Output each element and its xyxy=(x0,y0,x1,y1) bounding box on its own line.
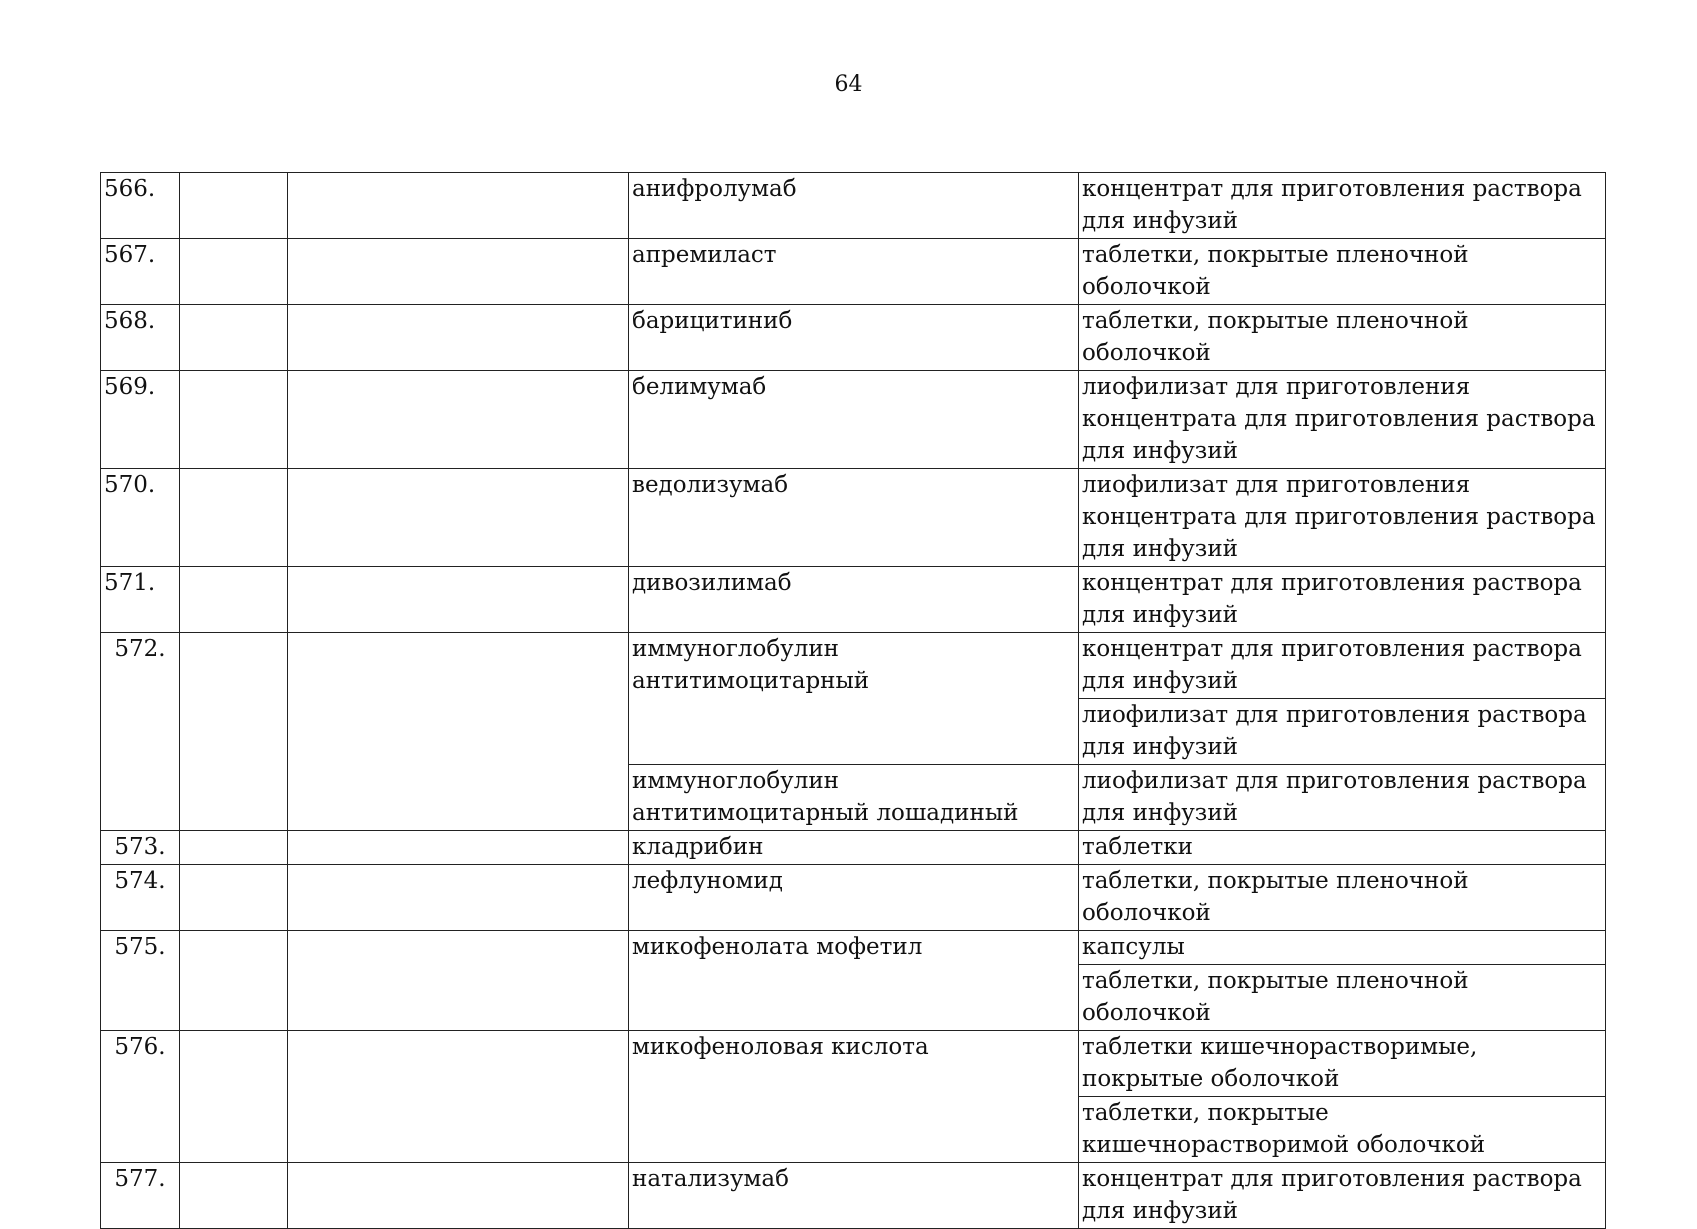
drug-name-cell: дивозилимаб xyxy=(629,567,1079,633)
dosage-form-cell: концентрат для приготовления раствора для инфузий xyxy=(1079,567,1606,633)
dosage-form-cell: лиофилизат для приготовления концентрата для приготовления раствора для инфузий xyxy=(1079,371,1606,469)
dosage-form-cell: концентрат для приготовления раствора для инфузий xyxy=(1079,1163,1606,1229)
row-number-cell: 572. xyxy=(101,633,180,831)
drug-name-cell: натализумаб xyxy=(629,1163,1079,1229)
atc-group-cell xyxy=(288,831,629,865)
table-row xyxy=(101,567,1606,633)
table-row xyxy=(101,831,1606,865)
dosage-form-cell: лиофилизат для приготовления концентрата для приготовления раствора для инфузий xyxy=(1079,469,1606,567)
table-row xyxy=(101,173,1606,239)
table-row xyxy=(101,865,1606,931)
dosage-form-cell: концентрат для приготовления раствора для инфузий xyxy=(1079,633,1606,699)
atc-code-cell xyxy=(180,865,288,931)
drug-name-cell: микофеноловая кислота xyxy=(629,1031,1079,1163)
drug-name-cell: барицитиниб xyxy=(629,305,1079,371)
atc-group-cell xyxy=(288,371,629,469)
dosage-form-cell: таблетки, покрытые пленочной оболочкой xyxy=(1079,305,1606,371)
row-number-cell: 568. xyxy=(101,305,180,371)
dosage-form-cell: лиофилизат для приготовления раствора для инфузий xyxy=(1079,765,1606,831)
table-row xyxy=(101,633,1606,699)
dosage-form-cell: лиофилизат для приготовления раствора для инфузий xyxy=(1079,699,1606,765)
drug-name-cell: кладрибин xyxy=(629,831,1079,865)
atc-group-cell xyxy=(288,567,629,633)
table-row xyxy=(101,371,1606,469)
atc-group-cell xyxy=(288,1031,629,1163)
atc-code-cell xyxy=(180,173,288,239)
row-number-cell: 571. xyxy=(101,567,180,633)
atc-group-cell xyxy=(288,173,629,239)
table-row xyxy=(101,1163,1606,1229)
row-number-cell: 575. xyxy=(101,931,180,1031)
drug-name-cell: лефлуномид xyxy=(629,865,1079,931)
table-row xyxy=(101,305,1606,371)
row-number-cell: 567. xyxy=(101,239,180,305)
atc-code-cell xyxy=(180,371,288,469)
row-number-cell: 577. xyxy=(101,1163,180,1229)
drug-name-cell: ведолизумаб xyxy=(629,469,1079,567)
dosage-form-cell: таблетки, покрытые пленочной оболочкой xyxy=(1079,865,1606,931)
atc-group-cell xyxy=(288,633,629,831)
atc-code-cell xyxy=(180,831,288,865)
table-row xyxy=(101,1031,1606,1097)
atc-group-cell xyxy=(288,469,629,567)
table-row xyxy=(101,931,1606,965)
drug-name-cell: анифролумаб xyxy=(629,173,1079,239)
atc-group-cell xyxy=(288,239,629,305)
drug-name-cell: белимумаб xyxy=(629,371,1079,469)
atc-code-cell xyxy=(180,239,288,305)
drug-table xyxy=(100,172,1606,1229)
page-number: 64 xyxy=(834,72,863,97)
atc-group-cell xyxy=(288,305,629,371)
atc-code-cell xyxy=(180,1163,288,1229)
dosage-form-cell: таблетки, покрытые пленочной оболочкой xyxy=(1079,239,1606,305)
row-number-cell: 569. xyxy=(101,371,180,469)
row-number-cell: 573. xyxy=(101,831,180,865)
row-number-cell: 566. xyxy=(101,173,180,239)
row-number-cell: 574. xyxy=(101,865,180,931)
dosage-form-cell: таблетки кишечнорастворимые, покрытые оболочкой xyxy=(1079,1031,1606,1097)
drug-name-cell: апремиласт xyxy=(629,239,1079,305)
table-body xyxy=(101,173,1606,1229)
atc-code-cell xyxy=(180,1031,288,1163)
table-row xyxy=(101,239,1606,305)
dosage-form-cell: таблетки xyxy=(1079,831,1606,865)
row-number-cell: 570. xyxy=(101,469,180,567)
atc-code-cell xyxy=(180,567,288,633)
dosage-form-cell: таблетки, покрытые пленочной оболочкой xyxy=(1079,965,1606,1031)
drug-name-cell: иммуноглобулин антитимоцитарный xyxy=(629,633,1079,765)
atc-code-cell xyxy=(180,469,288,567)
atc-code-cell xyxy=(180,633,288,831)
dosage-form-cell: капсулы xyxy=(1079,931,1606,965)
atc-group-cell xyxy=(288,865,629,931)
atc-code-cell xyxy=(180,305,288,371)
table-row xyxy=(101,469,1606,567)
atc-code-cell xyxy=(180,931,288,1031)
row-number-cell: 576. xyxy=(101,1031,180,1163)
drug-name-cell: иммуноглобулин антитимоцитарный лошадиный xyxy=(629,765,1079,831)
dosage-form-cell: концентрат для приготовления раствора для инфузий xyxy=(1079,173,1606,239)
atc-group-cell xyxy=(288,931,629,1031)
drug-name-cell: микофенолата мофетил xyxy=(629,931,1079,1031)
dosage-form-cell: таблетки, покрытые кишечнорастворимой оболочкой xyxy=(1079,1097,1606,1163)
atc-group-cell xyxy=(288,1163,629,1229)
